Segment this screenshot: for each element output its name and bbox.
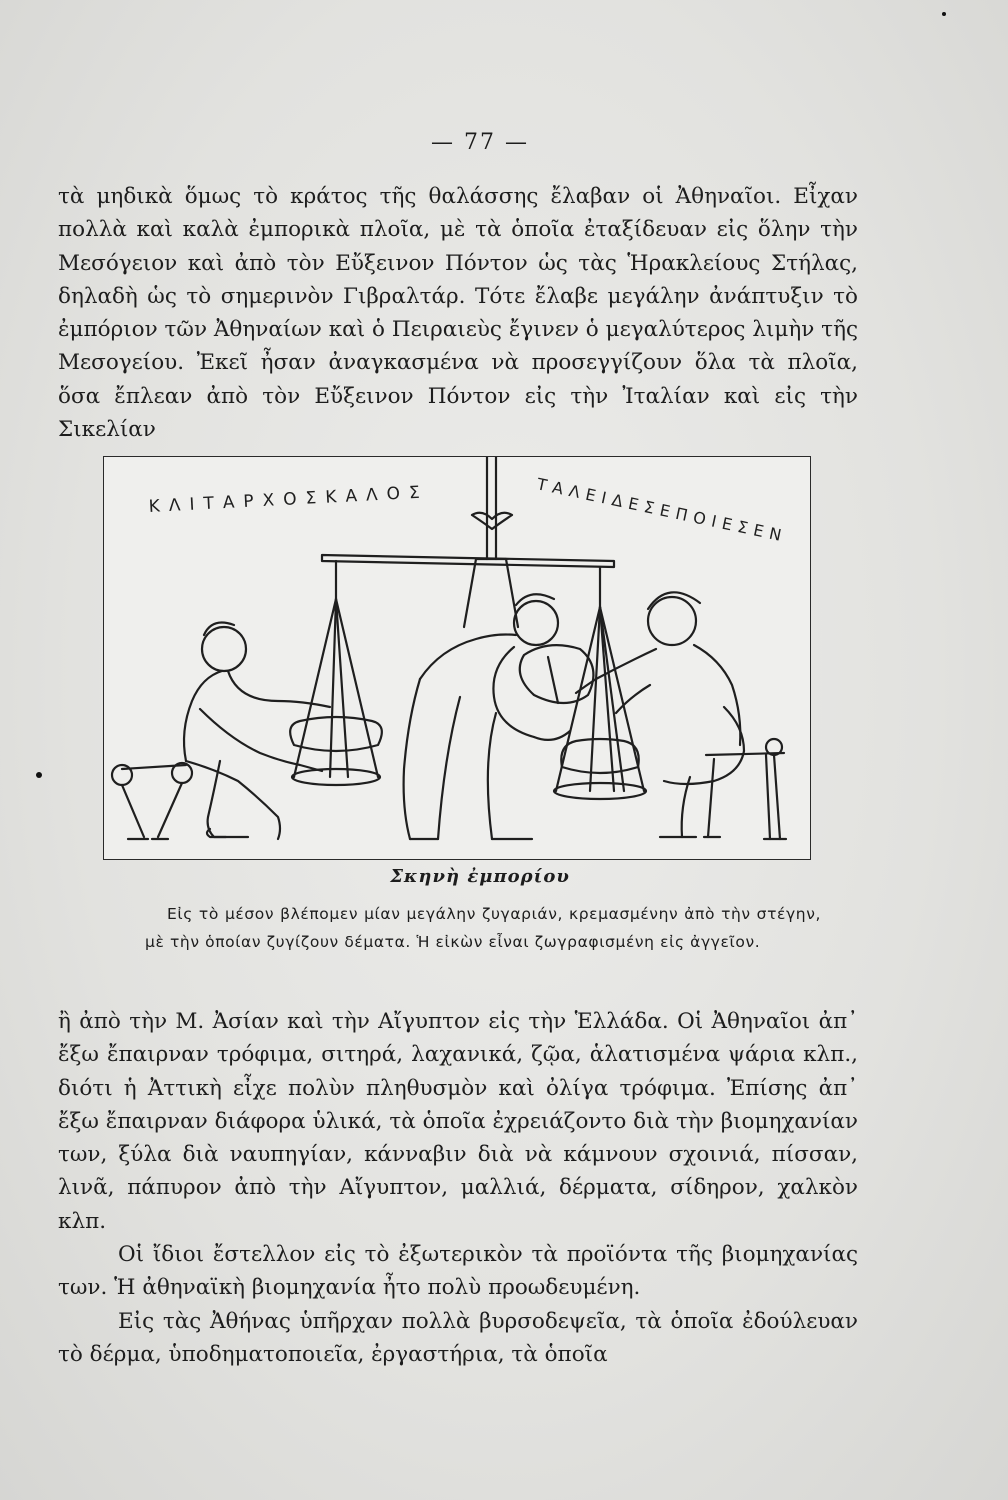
right-stool	[704, 739, 786, 839]
paragraph-top	[58, 180, 858, 446]
scale-hanger	[464, 457, 518, 627]
inscription-left: ΚΛΙΤΑΡΧΟΣΚΑΛΟΣ	[148, 482, 430, 517]
bundle-of-goods	[520, 645, 594, 703]
vase-illustration	[103, 456, 811, 860]
figure-caption-text: Εἰς τὸ μέσον βλέπομεν μίαν μεγάλην ζυγαριάν, κρεμασμένην ἀπὸ τὴν στέγην, μὲ τὴν ὁποίαν ζυγίζουν δέματα. Ἡ εἰκὼν εἶναι ζωγραφισμένη εἰς ἀγγεῖον.	[145, 905, 821, 951]
figure-caption-title: Σκηνὴ ἐμπορίου	[390, 866, 570, 887]
inscription-right: ΤΑΛΕΙΔΕΣΕΠΟΙΕΣΕΝ	[535, 474, 789, 547]
page-number: — 77 —	[431, 130, 529, 155]
paragraph-top-text: τὰ μηδικὰ ὅμως τὸ κράτος τῆς θαλάσσης ἔλαβαν οἱ Ἀθηναῖοι. Εἶχαν πολλὰ καὶ καλὰ ἐμπορικὰ πλοῖα, μὲ τὰ ὁποῖα ἐταξίδευαν εἰς ὅλην τὴν Μεσόγειον καὶ ἀπὸ τὸν Εὔξεινον Πόντον ὡς τὰς Ἡρακλείους Στήλας, δηλαδὴ ὡς τὸ σημερινὸν Γιβραλτάρ. Τότε ἔλαβε μεγάλην ἀνάπτυξιν τὸ ἐμπόριον τῶν Ἀθηναίων καὶ ὁ Πειραιεὺς ἔγινεν ὁ μεγαλύτερος λιμὴν τῆς Μεσογείου. Ἐκεῖ ἦσαν ἀναγκασμένα νὰ προσεγγίζουν ὅλα τὰ πλοῖα, ὅσα ἔπλεαν ἀπὸ τὸν Εὔξεινον Πόντον εἰς τὴν Ἰταλίαν καὶ εἰς τὴν Σικελίαν	[58, 184, 858, 443]
left-stool	[112, 763, 192, 839]
paragraph-bottom	[58, 1005, 858, 1371]
figure-caption-body	[145, 900, 821, 956]
left-seated-figure	[184, 623, 330, 839]
ink-speck-left	[36, 772, 42, 778]
left-scale-pan	[290, 599, 382, 785]
paragraph-bottom-1: ἢ ἀπὸ τὴν Μ. Ἀσίαν καὶ τὴν Αἴγυπτον εἰς τὴν Ἑλλάδα. Οἱ Ἀθηναῖοι ἀπ᾽ ἔξω ἔπαιρναν τρόφιμα, σιτηρά, λαχανικά, ζῷα, ἁλατισμένα ψάρια κλπ., διότι ἡ Ἀττικὴ εἶχε πολὺν πληθυσμὸν καὶ ὀλίγα τρόφιμα. Ἐπίσης ἀπ᾽ ἔξω ἔπαιρναν διάφορα ὑλικά, τὰ ὁποῖα ἐχρειάζοντο διὰ τὴν βιομηχανίαν των, ξύλα διὰ ναυπηγίαν, κάνναβιν διὰ νὰ κάμνουν σχοινιά, πίσσαν, λινᾶ, πάπυρον ἀπὸ τὴν Αἴγυπτον, μαλλιά, δέρματα, σίδηρον, χαλκὸν κλπ.	[58, 1009, 858, 1234]
ink-speck-top	[942, 12, 946, 16]
standing-merchant-figure	[404, 594, 570, 839]
paragraph-bottom-2: Οἱ ἴδιοι ἔστελλον εἰς τὸ ἐξωτερικὸν τὰ προϊόντα τῆς βιομηχανίας των. Ἡ ἀθηναϊκὴ βιομηχανία ἦτο πολὺ προωδευμένη.	[58, 1242, 858, 1301]
paragraph-bottom-3: Εἰς τὰς Ἀθήνας ὑπῆρχαν πολλὰ βυρσοδεψεῖα, τὰ ὁποῖα ἐδούλευαν τὸ δέρμα, ὑποδηματοποιεῖα, ἐργαστήρια, τὰ ὁποῖα	[58, 1308, 858, 1367]
